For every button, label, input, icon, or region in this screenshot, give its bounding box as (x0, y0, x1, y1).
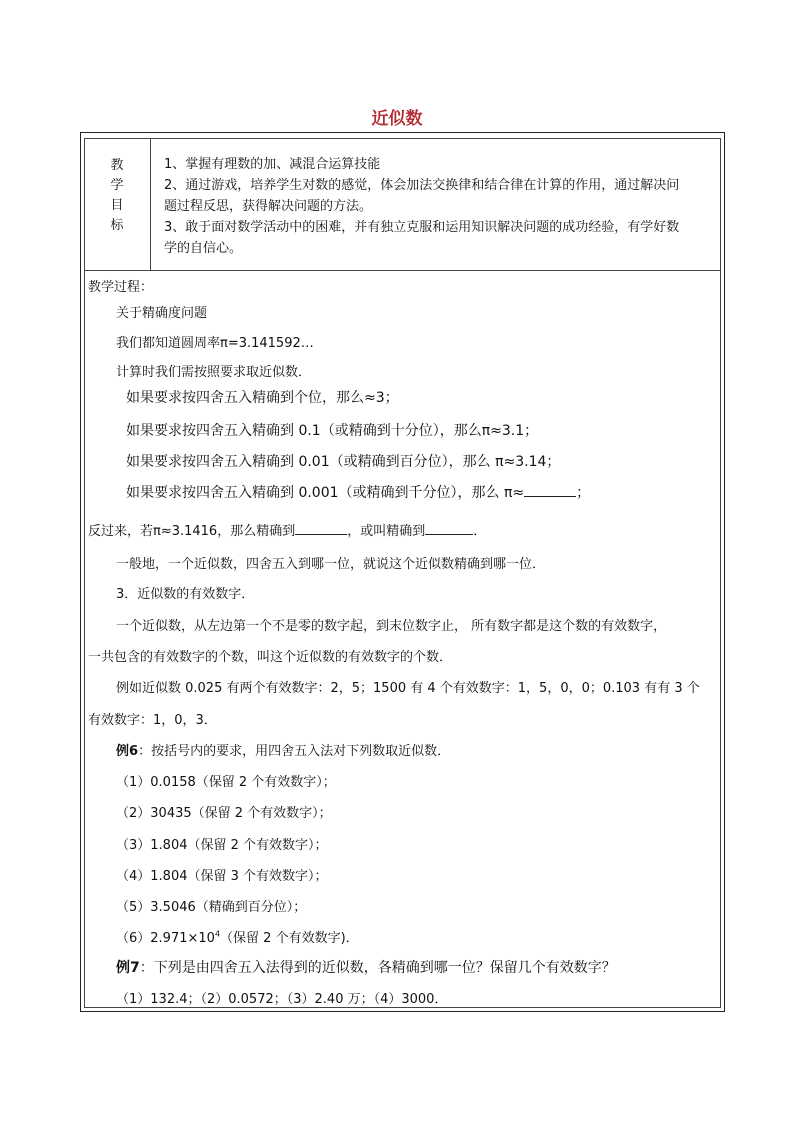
example-6-item: （1）0.0158（保留 2 个有效数字）； (116, 775, 336, 790)
example-text: 例如近似数 0.025 有两个有效数字：2，5；1500 有 4 个有效数字：1，5，0，0；0.103 有有 3 个 (116, 681, 700, 696)
objectives-label-char: 标 (110, 218, 124, 233)
page-title: 近似数 (371, 109, 423, 129)
example-text-cont: 有效数字：1，0，3． (88, 713, 217, 728)
example-6-item-6-text: （6）2.971×10 (116, 931, 215, 946)
rule-line: 如果要求按四舍五入精确到个位，那么≈3； (126, 390, 399, 406)
example-6-item: （2）30435（保留 2 个有效数字）； (116, 806, 332, 821)
rule-4-text: 如果要求按四舍五入精确到 0.001（或精确到千分位），那么 π≈ (126, 485, 525, 501)
objectives-list (164, 154, 720, 259)
objectives-row-divider (84, 270, 721, 271)
reverse-text: ，或叫精确到 (347, 524, 426, 539)
pi-statement: 我们都知道圆周率π=3.141592… (116, 336, 314, 351)
example-6-label: 例 (116, 744, 130, 759)
example-7-number: 7 (130, 960, 140, 976)
objective-line: 2、通过游戏，培养学生对数的感觉，体会加法交换律和结合律在计算的作用，通过解决问 (164, 178, 680, 193)
example-6-heading (116, 740, 450, 759)
objectives-label-char: 学 (110, 178, 124, 193)
example-7-label: 例 (116, 960, 130, 976)
process-heading: 教学过程： (88, 280, 154, 295)
objectives-label-char: 教 (110, 158, 124, 173)
rule-4-end: ； (576, 485, 591, 501)
significant-digits-definition-cont: 一共包含的有效数字的个数，叫这个近似数的有效数字的个数． (88, 650, 453, 665)
rule-line (126, 482, 590, 502)
objective-line: 题过程反思，获得解决问题的方法。 (164, 199, 373, 214)
objectives-column-divider (150, 138, 151, 270)
answer-blank[interactable] (295, 522, 347, 535)
example-6-number: 6 (129, 744, 139, 759)
objective-line: 3、敢于面对数学活动中的困难，并有独立克服和运用知识解决问题的成功经验，有学好数 (164, 220, 680, 235)
example-7-heading (116, 957, 616, 977)
significant-digits-heading: 3．近似数的有效数字． (116, 587, 255, 602)
example-6-item: （5）3.5046（精确到百分位）； (116, 900, 307, 915)
rule-line: 如果要求按四舍五入精确到 0.01（或精确到百分位），那么 π≈3.14； (126, 454, 561, 470)
rule-line: 如果要求按四舍五入精确到 0.1（或精确到十分位），那么π≈3.1； (126, 423, 539, 439)
precision-topic: 关于精确度问题 (116, 306, 208, 321)
reverse-question (88, 520, 486, 539)
objectives-label (84, 156, 150, 236)
objective-line: 1、掌握有理数的加、减混合运算技能 (164, 157, 381, 172)
objective-line: 学的自信心。 (164, 241, 243, 256)
significant-digits-definition: 一个近似数，从左边第一个不是零的数字起，到末位数字止， 所有数字都是这个数的有效数字， (116, 619, 667, 634)
example-6-item: （4）1.804（保留 3 个有效数字）； (116, 869, 328, 884)
example-6-item (116, 927, 359, 946)
general-rule: 一般地，一个近似数，四舍五入到哪一位，就说这个近似数精确到哪一位． (116, 557, 546, 572)
reverse-text: 反过来，若π≈3.1416，那么精确到 (88, 524, 296, 539)
example-7-items: （1）132.4；（2）0.0572；（3）2.40 万；（4）3000． (116, 992, 448, 1007)
approximation-need: 计算时我们需按照要求取近似数． (116, 365, 312, 380)
example-6-item-6-text: （保留 2 个有效数字)． (220, 931, 359, 946)
objectives-label-char: 目 (110, 198, 124, 213)
example-7-text: ：下列是由四舍五入法得到的近似数，各精确到哪一位？保留几个有效数字？ (139, 960, 616, 976)
answer-blank[interactable] (524, 484, 576, 497)
example-6-text: ：按括号内的要求，用四舍五入法对下列数取近似数． (138, 744, 451, 759)
answer-blank[interactable] (425, 522, 473, 535)
reverse-text: ． (473, 524, 487, 539)
example-6-item: （3）1.804（保留 2 个有效数字）； (116, 838, 328, 853)
exponent: 4 (214, 929, 221, 939)
